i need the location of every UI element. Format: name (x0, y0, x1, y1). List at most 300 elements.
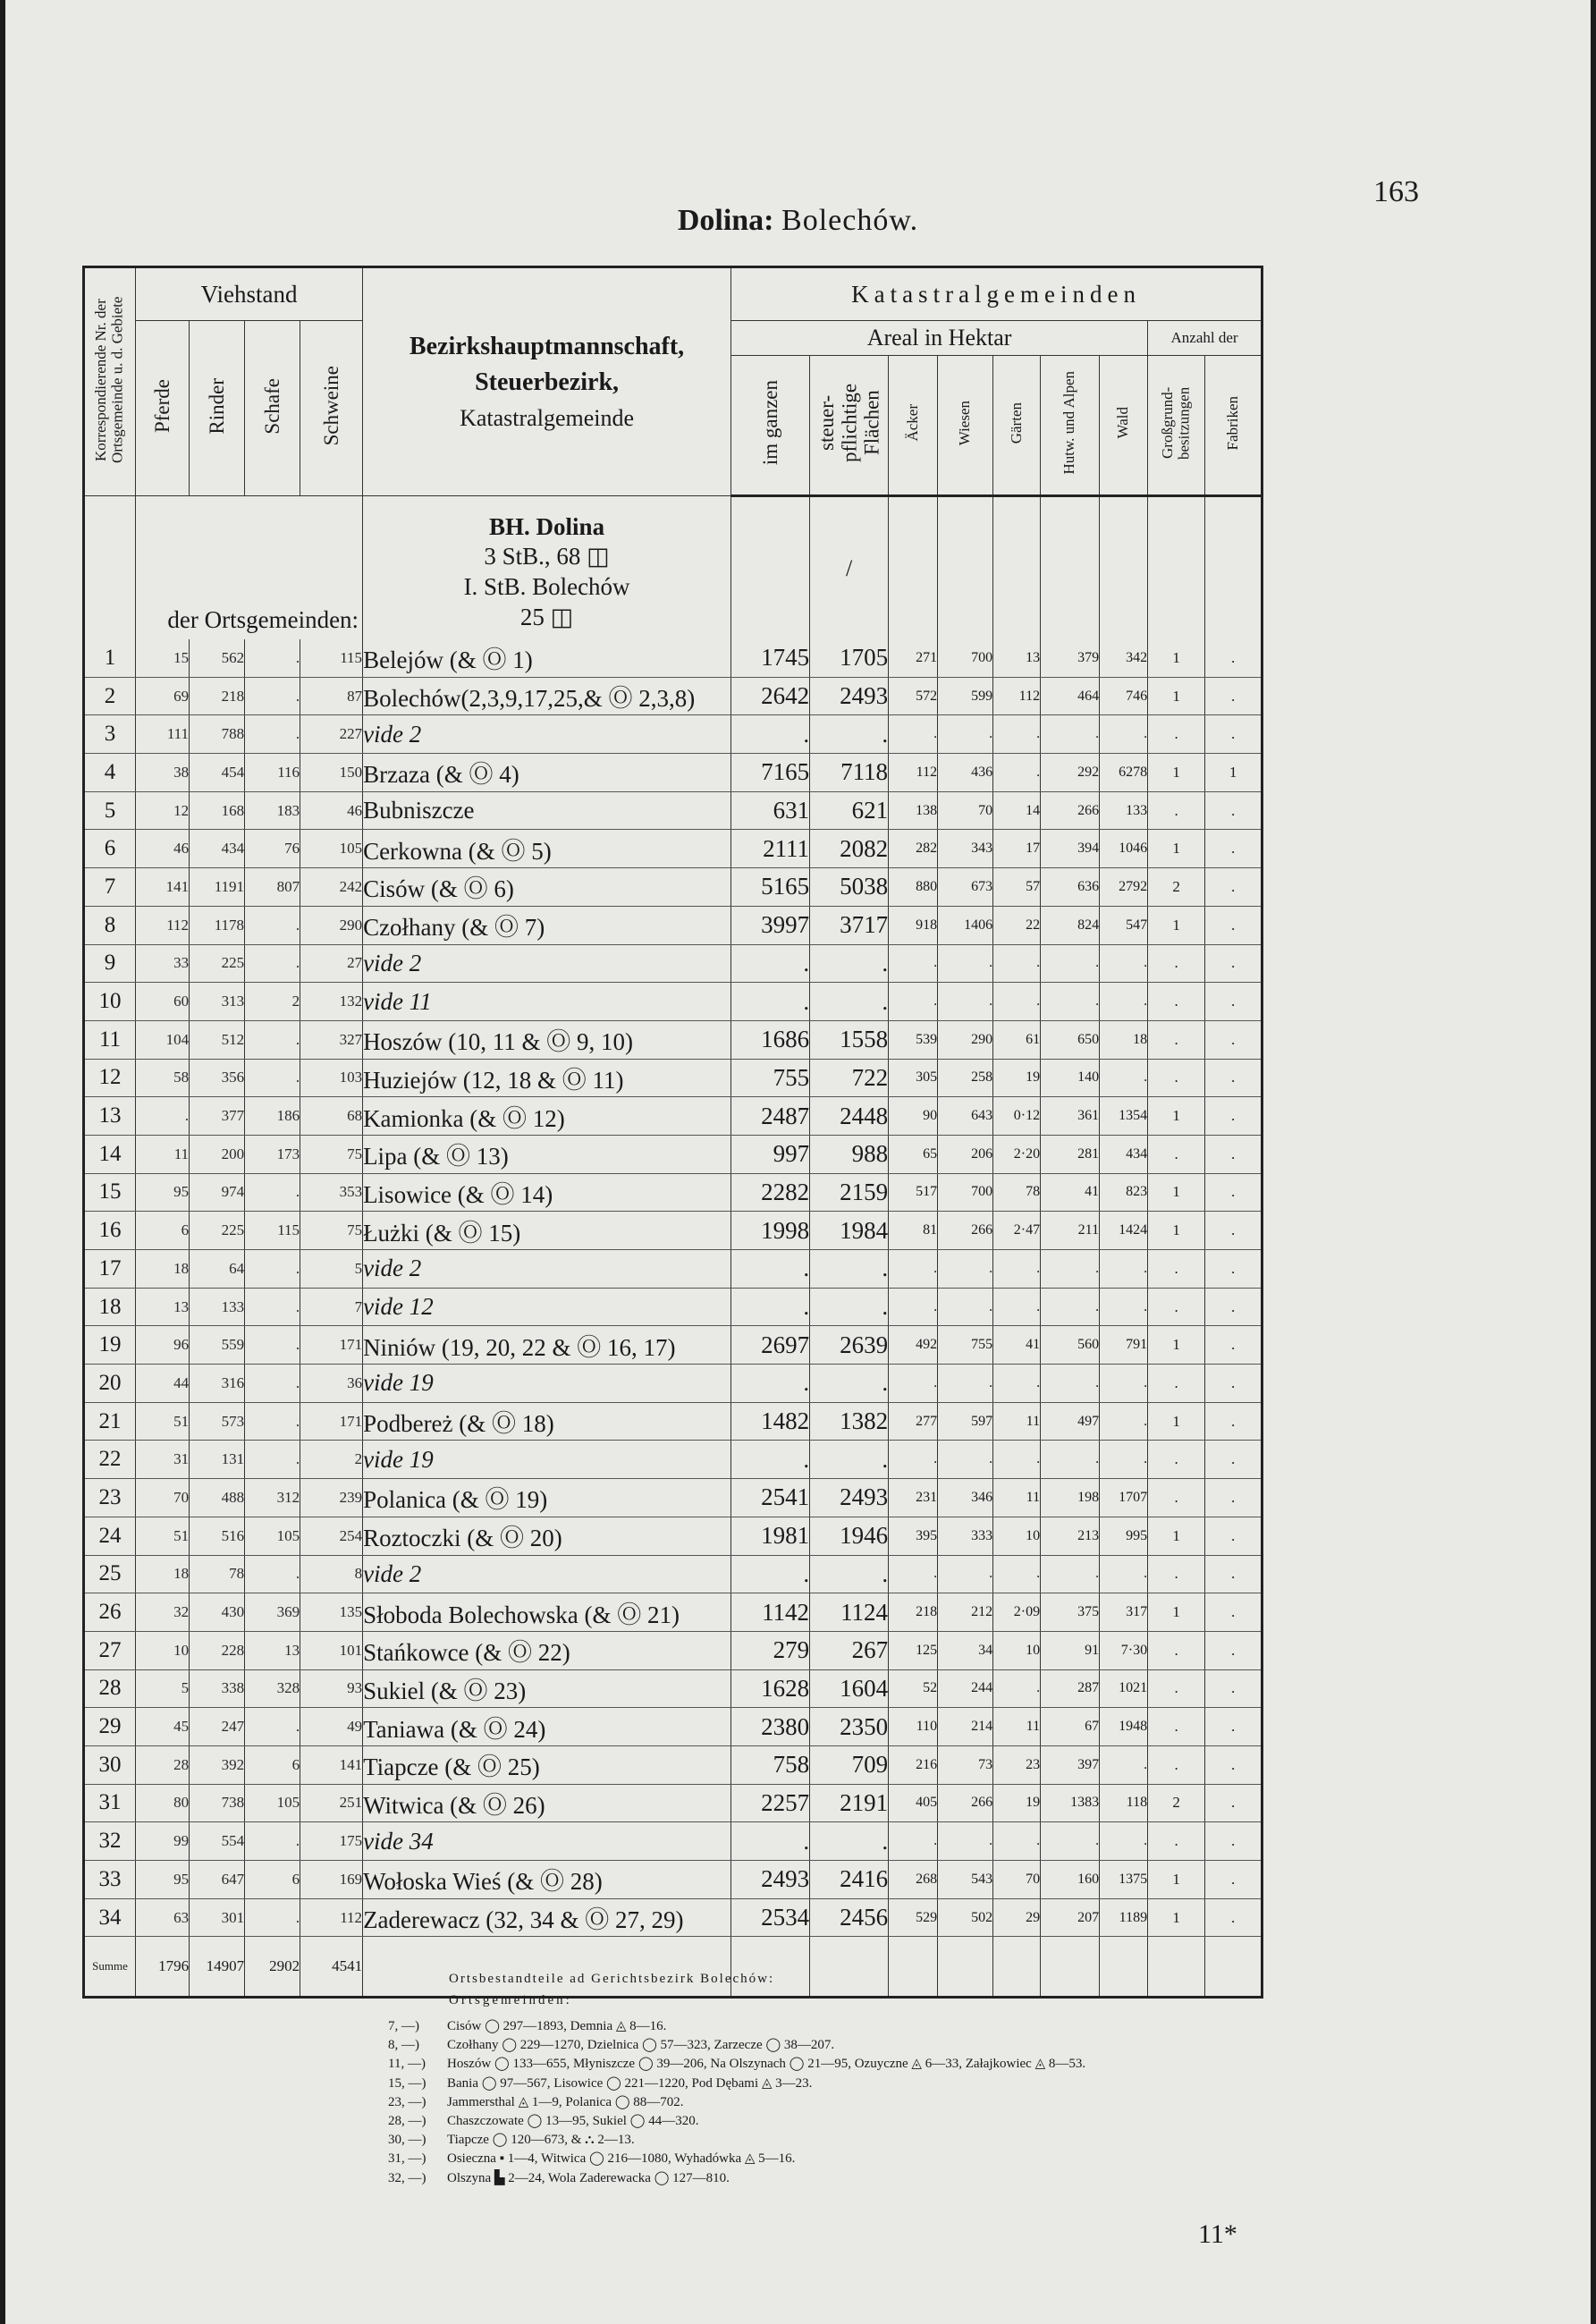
footnote-text: Cisów ◯ 297—1893, Demnia ◬ 8—16. (447, 2019, 667, 2033)
gaerten-cell: . (993, 715, 1041, 754)
group-label: der Ortsgemeinden: (136, 496, 363, 640)
table-row (84, 1326, 1262, 1365)
wiesen-cell: 34 (938, 1631, 993, 1669)
area-taxable-cell: 2191 (810, 1784, 889, 1822)
schafe-cell: . (245, 906, 300, 944)
fabriken-cell: . (1205, 1631, 1262, 1669)
hutweiden-cell: 560 (1041, 1326, 1100, 1365)
rinder-cell: 573 (190, 1402, 245, 1441)
grossgrund-cell: 1 (1148, 677, 1205, 715)
footnote-number: 31, —) (388, 2151, 426, 2167)
district-group-row (84, 496, 1262, 640)
table-row (84, 983, 1262, 1021)
area-taxable-cell: 267 (810, 1631, 889, 1669)
aecker-cell: 216 (889, 1745, 938, 1784)
fabriken-cell: . (1205, 1212, 1262, 1250)
area-taxable-cell: 2448 (810, 1097, 889, 1136)
table-row (84, 1288, 1262, 1326)
aecker-cell: 138 (889, 791, 938, 830)
fabriken-cell: . (1205, 1898, 1262, 1937)
grossgrund-cell: . (1148, 1669, 1205, 1708)
pferde-cell: 99 (136, 1822, 190, 1861)
gaerten-cell: . (993, 944, 1041, 983)
gaerten-cell: 70 (993, 1861, 1041, 1899)
hutweiden-cell: . (1041, 1822, 1100, 1861)
area-total-cell: 2493 (731, 1861, 810, 1899)
rinder-cell: 1191 (190, 868, 245, 907)
schweine-cell: 175 (300, 1822, 363, 1861)
row-number: 33 (84, 1861, 136, 1899)
grossgrund-cell: 1 (1148, 1173, 1205, 1212)
sum-label: Summe (84, 1937, 136, 1998)
pferde-cell: 111 (136, 715, 190, 754)
wiesen-cell: 597 (938, 1402, 993, 1441)
wiesen-cell: 70 (938, 791, 993, 830)
rinder-cell: 738 (190, 1784, 245, 1822)
table-row (84, 1669, 1262, 1708)
wiesen-cell: 599 (938, 677, 993, 715)
fabriken-cell: . (1205, 1173, 1262, 1212)
wiesen-cell: . (938, 1822, 993, 1861)
wald-cell: 133 (1100, 791, 1148, 830)
hutweiden-cell: . (1041, 1250, 1100, 1289)
municipality-name: Słoboda Bolechowska (& Ⓞ 21) (363, 1593, 731, 1632)
wald-cell: 791 (1100, 1326, 1148, 1365)
rinder-cell: 430 (190, 1593, 245, 1632)
rinder-cell: 512 (190, 1020, 245, 1059)
table-row (84, 906, 1262, 944)
hutweiden-cell: 375 (1041, 1593, 1100, 1632)
aecker-cell: . (889, 1441, 938, 1479)
schweine-cell: 101 (300, 1631, 363, 1669)
grossgrund-cell: 1 (1148, 1212, 1205, 1250)
aecker-cell: 112 (889, 754, 938, 792)
aecker-cell: . (889, 1822, 938, 1861)
wald-cell: . (1100, 983, 1148, 1021)
wald-cell: 1189 (1100, 1898, 1148, 1937)
area-total-cell: 2541 (731, 1479, 810, 1517)
area-taxable-cell: 1984 (810, 1212, 889, 1250)
area-taxable-cell: 1124 (810, 1593, 889, 1632)
municipality-name: vide 2 (363, 1555, 731, 1593)
table-row (84, 1402, 1262, 1441)
fabriken-cell: 1 (1205, 754, 1262, 792)
table-row (84, 1365, 1262, 1403)
municipality-name: Podbereż (& Ⓞ 18) (363, 1402, 731, 1441)
fabriken-cell: . (1205, 1135, 1262, 1173)
aecker-cell: 90 (889, 1097, 938, 1136)
wald-cell: 1375 (1100, 1861, 1148, 1899)
fabriken-cell: . (1205, 868, 1262, 907)
header-katastralgemeinden: Katastralgemeinden (731, 267, 1262, 321)
area-taxable-cell: 1382 (810, 1402, 889, 1441)
schweine-cell: 5 (300, 1250, 363, 1289)
schweine-cell: 2 (300, 1441, 363, 1479)
fabriken-cell: . (1205, 1365, 1262, 1403)
hutweiden-cell: . (1041, 1288, 1100, 1326)
rinder-cell: 1178 (190, 906, 245, 944)
page-number: 163 (1373, 175, 1419, 208)
fabriken-cell: . (1205, 677, 1262, 715)
header-im-ganzen: im ganzen (731, 356, 810, 496)
schafe-cell: 2 (245, 983, 300, 1021)
municipality-name: Cisów (& Ⓞ 6) (363, 868, 731, 907)
municipality-name: vide 19 (363, 1441, 731, 1479)
footnote-number: 7, —) (388, 2019, 419, 2033)
grossgrund-cell: . (1148, 1708, 1205, 1746)
schweine-cell: 290 (300, 906, 363, 944)
gaerten-cell: 19 (993, 1784, 1041, 1822)
table-header (84, 267, 1262, 496)
municipality-name: Polanica (& Ⓞ 19) (363, 1479, 731, 1517)
area-total-cell: 2257 (731, 1784, 810, 1822)
wiesen-cell: . (938, 1250, 993, 1289)
row-number: 26 (84, 1593, 136, 1632)
wiesen-cell: 266 (938, 1784, 993, 1822)
row-number: 2 (84, 677, 136, 715)
schafe-cell: . (245, 1059, 300, 1097)
hutweiden-cell: 464 (1041, 677, 1100, 715)
area-total-cell: 2534 (731, 1898, 810, 1937)
aecker-cell: 110 (889, 1708, 938, 1746)
schweine-cell: 327 (300, 1020, 363, 1059)
row-number: 30 (84, 1745, 136, 1784)
rinder-cell: 168 (190, 791, 245, 830)
wiesen-cell: 343 (938, 830, 993, 868)
schweine-cell: 169 (300, 1861, 363, 1899)
area-total-cell: 1998 (731, 1212, 810, 1250)
area-taxable-cell: . (810, 1822, 889, 1861)
rinder-cell: 247 (190, 1708, 245, 1746)
hutweiden-cell: . (1041, 983, 1100, 1021)
rinder-cell: 788 (190, 715, 245, 754)
area-taxable-cell: 7118 (810, 754, 889, 792)
grossgrund-cell: 1 (1148, 754, 1205, 792)
fabriken-cell: . (1205, 1097, 1262, 1136)
area-taxable-cell: . (810, 1555, 889, 1593)
gaerten-cell: . (993, 1822, 1041, 1861)
wiesen-cell: 755 (938, 1326, 993, 1365)
hutweiden-cell: 361 (1041, 1097, 1100, 1136)
grossgrund-cell: 1 (1148, 1861, 1205, 1899)
statistics-table (82, 266, 1263, 1999)
row-number: 23 (84, 1479, 136, 1517)
row-number: 5 (84, 791, 136, 830)
header-schweine: Schweine (300, 321, 363, 496)
footnote-number: 8, —) (388, 2038, 419, 2053)
rinder-cell: 64 (190, 1250, 245, 1289)
pferde-cell: 13 (136, 1288, 190, 1326)
row-number: 29 (84, 1708, 136, 1746)
grossgrund-cell: 1 (1148, 1097, 1205, 1136)
gaerten-cell: . (993, 1250, 1041, 1289)
wald-cell: 434 (1100, 1135, 1148, 1173)
municipality-name: Czołhany (& Ⓞ 7) (363, 906, 731, 944)
area-taxable-cell: . (810, 983, 889, 1021)
area-taxable-cell: 2639 (810, 1326, 889, 1365)
area-taxable-cell: 1558 (810, 1020, 889, 1059)
grossgrund-cell: . (1148, 1059, 1205, 1097)
aecker-cell: 517 (889, 1173, 938, 1212)
area-total-cell: . (731, 1250, 810, 1289)
schafe-cell: . (245, 1288, 300, 1326)
hutweiden-cell: 207 (1041, 1898, 1100, 1937)
wiesen-cell: . (938, 1441, 993, 1479)
rinder-cell: 218 (190, 677, 245, 715)
wiesen-cell: 266 (938, 1212, 993, 1250)
municipality-name: Hoszów (10, 11 & Ⓞ 9, 10) (363, 1020, 731, 1059)
wald-cell: . (1100, 1365, 1148, 1403)
fabriken-cell: . (1205, 830, 1262, 868)
grossgrund-cell: 1 (1148, 639, 1205, 677)
rinder-cell: 647 (190, 1861, 245, 1899)
grossgrund-cell: . (1148, 715, 1205, 754)
gaerten-cell: 41 (993, 1326, 1041, 1365)
hutweiden-cell: 397 (1041, 1745, 1100, 1784)
municipality-name: Tiapcze (& Ⓞ 25) (363, 1745, 731, 1784)
aecker-cell: 395 (889, 1517, 938, 1555)
fabriken-cell: . (1205, 1555, 1262, 1593)
footnote-line (388, 2169, 1085, 2188)
gaerten-cell: 23 (993, 1745, 1041, 1784)
fabriken-cell: . (1205, 1059, 1262, 1097)
header-fabriken: Fabriken (1205, 356, 1262, 496)
area-taxable-cell: 2493 (810, 677, 889, 715)
grossgrund-cell: . (1148, 1479, 1205, 1517)
area-taxable-cell: 2082 (810, 830, 889, 868)
schweine-cell: 27 (300, 944, 363, 983)
area-total-cell: 755 (731, 1059, 810, 1097)
table-row (84, 1822, 1262, 1861)
area-total-cell: . (731, 1365, 810, 1403)
schafe-cell: 6 (245, 1861, 300, 1899)
wald-cell: 1948 (1100, 1708, 1148, 1746)
area-total-cell: 997 (731, 1135, 810, 1173)
grossgrund-cell: . (1148, 1135, 1205, 1173)
rinder-cell: 200 (190, 1135, 245, 1173)
area-total-cell: . (731, 715, 810, 754)
pferde-cell: 104 (136, 1020, 190, 1059)
area-total-cell: . (731, 1822, 810, 1861)
footnote-line (388, 2075, 1085, 2093)
hutweiden-cell: . (1041, 1555, 1100, 1593)
row-number: 4 (84, 754, 136, 792)
district-heading: BH. Dolina 3 StB., 68 ◫ I. StB. Bolechów 25 ◫ (363, 496, 731, 640)
footnote-text: Tiapcze ◯ 120—673, & ⛬ 2—13. (447, 2133, 635, 2148)
schweine-cell: 36 (300, 1365, 363, 1403)
area-total-cell: . (731, 1555, 810, 1593)
gaerten-cell: . (993, 1365, 1041, 1403)
rinder-cell: 133 (190, 1288, 245, 1326)
table-row (84, 1898, 1262, 1937)
row-number: 12 (84, 1059, 136, 1097)
municipality-name: vide 2 (363, 1250, 731, 1289)
municipality-name: Łużki (& Ⓞ 15) (363, 1212, 731, 1250)
aecker-cell: 539 (889, 1020, 938, 1059)
municipality-name: vide 2 (363, 944, 731, 983)
gaerten-cell: 10 (993, 1631, 1041, 1669)
footnote-number: 28, —) (388, 2114, 426, 2129)
pferde-cell: 11 (136, 1135, 190, 1173)
municipality-name: vide 11 (363, 983, 731, 1021)
fabriken-cell: . (1205, 1402, 1262, 1441)
aecker-cell: 880 (889, 868, 938, 907)
schweine-cell: 46 (300, 791, 363, 830)
area-total-cell: 2487 (731, 1097, 810, 1136)
gaerten-cell: 57 (993, 868, 1041, 907)
pferde-cell: 70 (136, 1479, 190, 1517)
header-rinder: Rinder (190, 321, 245, 496)
footnote-title: Ortsbestandteile ad Gerichtsbezirk Bolechów: (449, 1972, 775, 1986)
grossgrund-cell: . (1148, 1631, 1205, 1669)
area-total-cell: 2111 (731, 830, 810, 868)
row-number: 34 (84, 1898, 136, 1937)
area-taxable-cell: 1946 (810, 1517, 889, 1555)
aecker-cell: 572 (889, 677, 938, 715)
gaerten-cell: 112 (993, 677, 1041, 715)
row-number: 22 (84, 1441, 136, 1479)
wiesen-cell: 673 (938, 868, 993, 907)
schafe-cell: 115 (245, 1212, 300, 1250)
wiesen-cell: . (938, 1555, 993, 1593)
area-taxable-cell: . (810, 944, 889, 983)
municipality-name: Zaderewacz (32, 34 & Ⓞ 27, 29) (363, 1898, 731, 1937)
municipality-name: Lisowice (& Ⓞ 14) (363, 1173, 731, 1212)
title-place: Bolechów. (781, 204, 919, 237)
hutweiden-cell: 1383 (1041, 1784, 1100, 1822)
pferde-cell: 95 (136, 1173, 190, 1212)
wald-cell: 995 (1100, 1517, 1148, 1555)
fabriken-cell: . (1205, 639, 1262, 677)
wiesen-cell: 700 (938, 1173, 993, 1212)
hutweiden-cell: . (1041, 1441, 1100, 1479)
footnote-text: Chaszczowate ◯ 13—95, Sukiel ◯ 44—320. (447, 2114, 699, 2129)
row-number: 3 (84, 715, 136, 754)
grossgrund-cell: . (1148, 944, 1205, 983)
hutweiden-cell: 636 (1041, 868, 1100, 907)
area-total-cell: 1142 (731, 1593, 810, 1632)
municipality-name: Huziejów (12, 18 & Ⓞ 11) (363, 1059, 731, 1097)
table-row (84, 1784, 1262, 1822)
hutweiden-cell: 211 (1041, 1212, 1100, 1250)
area-taxable-cell: 2159 (810, 1173, 889, 1212)
wald-cell: 342 (1100, 639, 1148, 677)
row-number: 18 (84, 1288, 136, 1326)
header-hutweiden: Hutw. und Alpen (1041, 356, 1100, 496)
schafe-cell: 328 (245, 1669, 300, 1708)
aecker-cell: . (889, 1365, 938, 1403)
table-row (84, 1861, 1262, 1899)
schafe-cell: 173 (245, 1135, 300, 1173)
row-number: 8 (84, 906, 136, 944)
row-number: 7 (84, 868, 136, 907)
hutweiden-cell: 41 (1041, 1173, 1100, 1212)
wiesen-cell: 700 (938, 639, 993, 677)
header-district: Bezirkshauptmannschaft, Steuerbezirk, Katastralgemeinde (363, 267, 731, 496)
area-total-cell: . (731, 1288, 810, 1326)
header-wiesen: Wiesen (938, 356, 993, 496)
row-number: 15 (84, 1173, 136, 1212)
footnote-list (388, 2017, 1085, 2188)
grossgrund-cell: . (1148, 1365, 1205, 1403)
sum-pferde: 1796 (136, 1937, 190, 1998)
row-number: 28 (84, 1669, 136, 1708)
schafe-cell: 312 (245, 1479, 300, 1517)
wald-cell: 7·30 (1100, 1631, 1148, 1669)
gaerten-cell: 14 (993, 791, 1041, 830)
schweine-cell: 105 (300, 830, 363, 868)
grossgrund-cell: . (1148, 1288, 1205, 1326)
fabriken-cell: . (1205, 1288, 1262, 1326)
municipality-name: Witwica (& Ⓞ 26) (363, 1784, 731, 1822)
schafe-cell: 807 (245, 868, 300, 907)
schweine-cell: 239 (300, 1479, 363, 1517)
table-row (84, 1020, 1262, 1059)
pferde-cell: 31 (136, 1441, 190, 1479)
footnote-number: 15, —) (388, 2075, 426, 2091)
gaerten-cell: 29 (993, 1898, 1041, 1937)
aecker-cell: 125 (889, 1631, 938, 1669)
aecker-cell: 918 (889, 906, 938, 944)
grossgrund-cell: . (1148, 1020, 1205, 1059)
footnote-text: Jammersthal ◬ 1—9, Polanica ◯ 88—702. (447, 2094, 684, 2109)
schafe-cell: 6 (245, 1745, 300, 1784)
pferde-cell: 58 (136, 1059, 190, 1097)
footnote-line (388, 2131, 1085, 2150)
table-row (84, 791, 1262, 830)
wald-cell: 547 (1100, 906, 1148, 944)
area-total-cell: 279 (731, 1631, 810, 1669)
aecker-cell: 271 (889, 639, 938, 677)
gaerten-cell: 17 (993, 830, 1041, 868)
pferde-cell: 46 (136, 830, 190, 868)
pferde-cell: 141 (136, 868, 190, 907)
municipality-name: Bubniszcze (363, 791, 731, 830)
hutweiden-cell: 824 (1041, 906, 1100, 944)
table-row (84, 1250, 1262, 1289)
footnote-line (388, 2150, 1085, 2168)
schweine-cell: 353 (300, 1173, 363, 1212)
municipality-name: Kamionka (& Ⓞ 12) (363, 1097, 731, 1136)
wiesen-cell: 643 (938, 1097, 993, 1136)
fabriken-cell: . (1205, 715, 1262, 754)
area-total-cell: 1482 (731, 1402, 810, 1441)
area-taxable-cell: 2350 (810, 1708, 889, 1746)
rinder-cell: 488 (190, 1479, 245, 1517)
rinder-cell: 392 (190, 1745, 245, 1784)
header-wald: Wald (1100, 356, 1148, 496)
wald-cell: 317 (1100, 1593, 1148, 1632)
row-number: 6 (84, 830, 136, 868)
wiesen-cell: . (938, 715, 993, 754)
table-row (84, 1059, 1262, 1097)
header-steuerpflichtig: steuer-pflichtige Flächen (810, 356, 889, 496)
fabriken-cell: . (1205, 1441, 1262, 1479)
grossgrund-cell: . (1148, 1745, 1205, 1784)
fabriken-cell: . (1205, 1822, 1262, 1861)
fabriken-cell: . (1205, 1745, 1262, 1784)
row-number: 14 (84, 1135, 136, 1173)
title-district: Dolina: (677, 204, 774, 237)
area-total-cell: 631 (731, 791, 810, 830)
pferde-cell: 10 (136, 1631, 190, 1669)
sum-schweine: 4541 (300, 1937, 363, 1998)
fabriken-cell: . (1205, 906, 1262, 944)
aecker-cell: 405 (889, 1784, 938, 1822)
schweine-cell: 68 (300, 1097, 363, 1136)
footnote-number: 30, —) (388, 2133, 426, 2148)
footnote-subtitle: Ortsgemeinden: (449, 1993, 572, 2007)
